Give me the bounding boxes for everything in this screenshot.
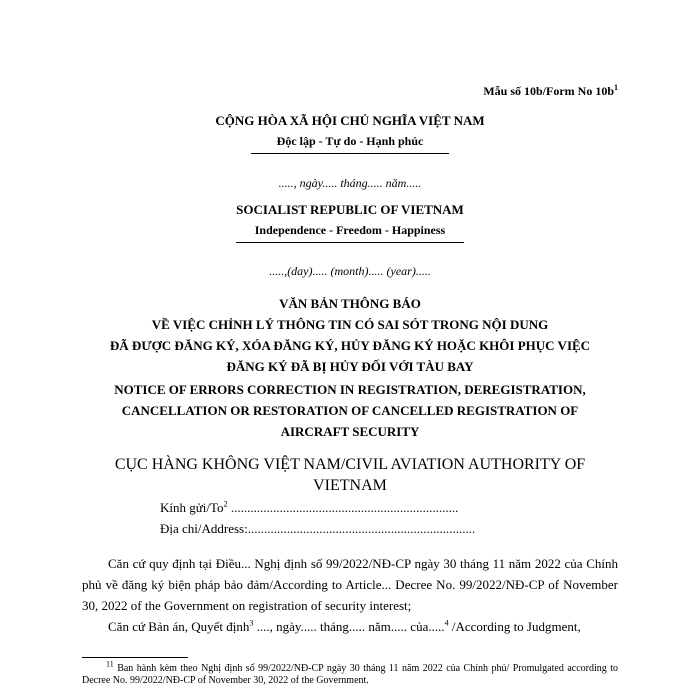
form-number-footnote-ref: 1 <box>614 83 618 92</box>
motto-en-underline <box>236 242 464 243</box>
title-vn-line-2: VỀ VIỆC CHỈNH LÝ THÔNG TIN CÓ SAI SÓT TRONG NỘI DUNG <box>151 317 549 332</box>
form-number <box>483 84 618 99</box>
motto-vn: Độc lập - Tự do - Hạnh phúc <box>276 134 424 148</box>
paragraph-judgment-text-a: Căn cứ Bản án, Quyết định <box>108 619 250 634</box>
paragraph-legal-basis <box>82 553 618 616</box>
footnote-mark: 11 <box>106 659 114 669</box>
motto-en: Independence - Freedom - Happiness <box>254 223 446 237</box>
addressee-address-field[interactable]: ...................................................................... <box>247 521 476 536</box>
footnote-text: Ban hành kèm theo Nghị định số 99/2022/NĐ-CP ngày 30 tháng 11 năm 2022 của Chính phủ/ Promulgated according to Decree No. 99/2022/NĐ-CP of November 30, 2022 of the Government. <box>82 663 618 686</box>
addressee-to-footnote-ref: 2 <box>223 499 228 509</box>
addressee-to <box>160 500 458 516</box>
footnote-separator <box>82 657 188 658</box>
footnote-1 <box>82 659 618 687</box>
country-name-en: SOCIALIST REPUBLIC OF VIETNAM <box>236 202 464 217</box>
authority-line-2: VIETNAM <box>313 477 387 494</box>
title-en-line-2: CANCELLATION OR RESTORATION OF CANCELLED REGISTRATION OF <box>121 403 579 418</box>
title-vn-line-3: ĐÃ ĐƯỢC ĐĂNG KÝ, XÓA ĐĂNG KÝ, HỦY ĐĂNG KÝ HOẶC KHÔI PHỤC VIỆC <box>109 338 591 353</box>
title-vn-line-4: ĐĂNG KÝ ĐÃ BỊ HỦY ĐỐI VỚI TÀU BAY <box>226 359 474 374</box>
addressee-to-label: Kính gửi/To <box>160 500 224 515</box>
addressee-to-field[interactable]: ...................................................................... <box>227 500 459 515</box>
date-line-vn: ....., ngày..... tháng..... năm..... <box>278 176 422 190</box>
title-en-line-3: AIRCRAFT SECURITY <box>280 424 420 439</box>
paragraph-judgment-text-b: ...., ngày..... tháng..... năm..... của..... <box>253 619 445 634</box>
form-number-text: Mẫu số 10b/Form No 10b <box>483 84 614 98</box>
paragraph-legal-basis-text: Căn cứ quy định tại Điều... Nghị định số 99/2022/NĐ-CP ngày 30 tháng 11 năm 2022 của Chính phủ về đăng ký biện pháp bảo đảm/According to Article... Decree No. 99/2022/NĐ-CP of November 30, 2022 of the Government on registration of security interest; <box>82 556 618 613</box>
title-vn-line-1: VĂN BẢN THÔNG BÁO <box>279 296 421 311</box>
judgment-footnote-ref-3: 3 <box>249 618 254 628</box>
title-en-line-1: NOTICE OF ERRORS CORRECTION IN REGISTRATION, DEREGISTRATION, <box>114 382 586 397</box>
date-line-en: .....,(day)..... (month)..... (year)..... <box>269 264 431 278</box>
authority-line-1: CỤC HÀNG KHÔNG VIỆT NAM/CIVIL AVIATION AUTHORITY OF <box>114 456 586 473</box>
country-name-vn: CỘNG HÒA XÃ HỘI CHỦ NGHĨA VIỆT NAM <box>215 113 485 128</box>
paragraph-judgment-text-c: /According to Judgment, <box>448 619 581 634</box>
addressee-address <box>160 521 475 537</box>
addressee-address-label: Địa chỉ/Address: <box>160 521 248 536</box>
judgment-footnote-ref-4: 4 <box>444 618 449 628</box>
paragraph-judgment <box>82 616 618 637</box>
motto-vn-underline <box>251 153 449 154</box>
